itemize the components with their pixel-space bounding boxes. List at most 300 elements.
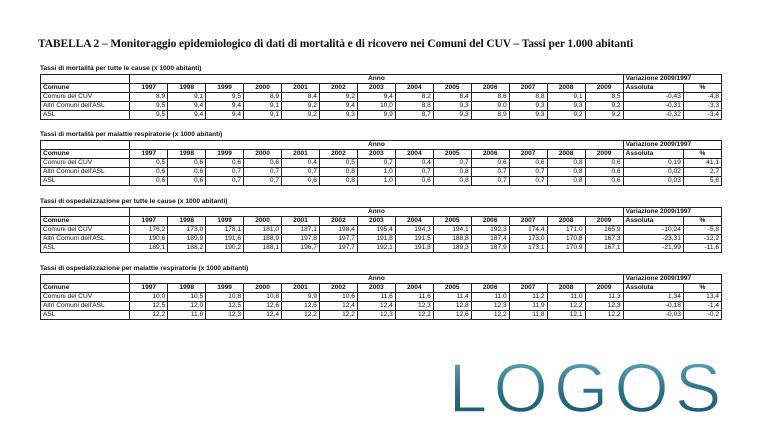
value-cell: 0,6 bbox=[168, 168, 206, 177]
table-caption: Tassi di ospedalizzazione per malattie respiratorie (x 1000 abitanti) bbox=[40, 265, 249, 272]
header-row bbox=[41, 150, 722, 159]
value-cell: 0,8 bbox=[319, 177, 357, 186]
logo-text: LOGOS bbox=[448, 356, 728, 420]
value-cell: 9,2 bbox=[282, 111, 320, 120]
value-cell: 9,2 bbox=[547, 111, 585, 120]
value-cell: 190,2 bbox=[206, 244, 244, 253]
table-caption: Tassi di mortalità per tutte le cause (x 1000 abitanti) bbox=[40, 65, 202, 72]
year-header: 2006 bbox=[471, 217, 509, 226]
year-header: 2001 bbox=[282, 150, 320, 159]
value-cell: 8,2 bbox=[395, 93, 433, 102]
value-cell: 195,4 bbox=[357, 226, 395, 235]
value-cell: 0,6 bbox=[130, 177, 168, 186]
value-cell: 12,5 bbox=[282, 302, 320, 311]
year-header: 2003 bbox=[357, 284, 395, 293]
value-cell: 9,1 bbox=[244, 102, 282, 111]
year-header: 2004 bbox=[395, 150, 433, 159]
value-cell: 12,3 bbox=[585, 302, 623, 311]
percent-header: % bbox=[683, 84, 721, 93]
value-cell: 12,2 bbox=[319, 311, 357, 320]
variazione-header: Variazione 2009/1997 bbox=[623, 275, 721, 284]
value-cell: 11,9 bbox=[509, 302, 547, 311]
year-header: 2000 bbox=[244, 150, 282, 159]
year-header: 2002 bbox=[319, 84, 357, 93]
header-row bbox=[41, 84, 722, 93]
value-cell: 9,2 bbox=[319, 93, 357, 102]
table-section-1 bbox=[40, 64, 722, 120]
year-header: 2003 bbox=[357, 217, 395, 226]
year-header: 2005 bbox=[433, 217, 471, 226]
table-row bbox=[41, 159, 722, 168]
anno-header: Anno bbox=[130, 275, 623, 284]
value-cell: 9,3 bbox=[433, 111, 471, 120]
year-header: 2000 bbox=[244, 84, 282, 93]
table-caption: Tassi di ospedalizzazione per tutte le cause (x 1000 abitanti) bbox=[40, 198, 228, 205]
value-cell: 9,5 bbox=[206, 93, 244, 102]
value-cell: 0,7 bbox=[206, 177, 244, 186]
value-cell: 9,2 bbox=[585, 111, 623, 120]
value-cell: 0,6 bbox=[168, 177, 206, 186]
percent-cell: -0,2 bbox=[683, 311, 721, 320]
value-cell: 197,7 bbox=[319, 235, 357, 244]
year-header: 2001 bbox=[282, 84, 320, 93]
year-header: 2009 bbox=[585, 284, 623, 293]
value-cell: 12,3 bbox=[357, 311, 395, 320]
value-cell: 191,8 bbox=[395, 244, 433, 253]
value-cell: 0,7 bbox=[206, 168, 244, 177]
year-header: 2003 bbox=[357, 84, 395, 93]
value-cell: 0,8 bbox=[433, 168, 471, 177]
table-row bbox=[41, 293, 722, 302]
value-cell: 9,4 bbox=[206, 102, 244, 111]
value-cell: 8,4 bbox=[433, 93, 471, 102]
value-cell: 187,4 bbox=[471, 235, 509, 244]
value-cell: 12,4 bbox=[357, 302, 395, 311]
value-cell: 9,0 bbox=[471, 102, 509, 111]
value-cell: 167,3 bbox=[585, 235, 623, 244]
value-cell: 197,7 bbox=[319, 244, 357, 253]
percent-header: % bbox=[683, 217, 721, 226]
comune-cell: ASL bbox=[41, 111, 130, 120]
table-row bbox=[41, 102, 722, 111]
value-cell: 8,7 bbox=[395, 111, 433, 120]
value-cell: 12,2 bbox=[471, 311, 509, 320]
data-table bbox=[40, 74, 722, 120]
value-cell: 10,0 bbox=[130, 293, 168, 302]
value-cell: 0,7 bbox=[433, 159, 471, 168]
comune-cell: ASL bbox=[41, 177, 130, 186]
value-cell: 0,6 bbox=[282, 177, 320, 186]
year-header: 1997 bbox=[130, 84, 168, 93]
value-cell: 10,8 bbox=[206, 293, 244, 302]
value-cell: 192,1 bbox=[357, 244, 395, 253]
header-row bbox=[41, 284, 722, 293]
value-cell: 188,1 bbox=[244, 244, 282, 253]
table-row bbox=[41, 111, 722, 120]
year-header: 1998 bbox=[168, 84, 206, 93]
value-cell: 9,4 bbox=[319, 102, 357, 111]
assoluta-header: Assoluta bbox=[623, 150, 683, 159]
value-cell: 0,8 bbox=[547, 168, 585, 177]
value-cell: 0,7 bbox=[471, 177, 509, 186]
assoluta-cell: -0,32 bbox=[623, 111, 683, 120]
value-cell: 194,3 bbox=[395, 226, 433, 235]
comune-cell: Altri Comuni dell'ASL bbox=[41, 168, 130, 177]
value-cell: 9,3 bbox=[319, 111, 357, 120]
value-cell: 9,3 bbox=[433, 102, 471, 111]
year-header: 2005 bbox=[433, 84, 471, 93]
value-cell: 0,7 bbox=[509, 168, 547, 177]
assoluta-cell: -23,31 bbox=[623, 235, 683, 244]
header-blank bbox=[41, 275, 130, 284]
value-cell: 0,8 bbox=[319, 168, 357, 177]
value-cell: 12,3 bbox=[471, 302, 509, 311]
value-cell: 187,9 bbox=[471, 244, 509, 253]
percent-cell: -3,4 bbox=[683, 111, 721, 120]
value-cell: 170,9 bbox=[547, 244, 585, 253]
value-cell: 10,6 bbox=[319, 293, 357, 302]
year-header: 2009 bbox=[585, 84, 623, 93]
year-header: 1999 bbox=[206, 150, 244, 159]
value-cell: 196,7 bbox=[282, 244, 320, 253]
anno-header: Anno bbox=[130, 75, 623, 84]
value-cell: 188,8 bbox=[433, 235, 471, 244]
comune-header: Comune bbox=[41, 84, 130, 93]
page-title: TABELLA 2 – Monitoraggio epidemiologico di dati di mortalità e di ricovero nei Comuni del CUV – Tassi per 1.000 abitanti bbox=[38, 38, 634, 50]
year-header: 2006 bbox=[471, 150, 509, 159]
year-header: 2002 bbox=[319, 217, 357, 226]
header-blank bbox=[41, 141, 130, 150]
value-cell: 12,8 bbox=[433, 302, 471, 311]
year-header: 2005 bbox=[433, 284, 471, 293]
comune-cell: ASL bbox=[41, 311, 130, 320]
value-cell: 12,6 bbox=[433, 311, 471, 320]
percent-cell: 41,1 bbox=[683, 159, 721, 168]
comune-cell: Altri Comuni dell'ASL bbox=[41, 302, 130, 311]
percent-cell: -5,8 bbox=[683, 226, 721, 235]
value-cell: 9,5 bbox=[130, 111, 168, 120]
comune-cell: Altri Comuni dell'ASL bbox=[41, 235, 130, 244]
table-row bbox=[41, 93, 722, 102]
value-cell: 0,6 bbox=[206, 159, 244, 168]
value-cell: 187,1 bbox=[282, 226, 320, 235]
value-cell: 0,7 bbox=[244, 177, 282, 186]
variazione-header: Variazione 2009/1997 bbox=[623, 75, 721, 84]
comune-cell: Comuni del CUV bbox=[41, 226, 130, 235]
value-cell: 0,6 bbox=[130, 168, 168, 177]
year-header: 2007 bbox=[509, 284, 547, 293]
value-cell: 12,4 bbox=[319, 302, 357, 311]
value-cell: 188,2 bbox=[168, 244, 206, 253]
anno-header: Anno bbox=[130, 141, 623, 150]
value-cell: 11,3 bbox=[585, 293, 623, 302]
value-cell: 174,4 bbox=[509, 226, 547, 235]
assoluta-cell: 0,02 bbox=[623, 168, 683, 177]
year-header: 2009 bbox=[585, 150, 623, 159]
value-cell: 0,6 bbox=[244, 159, 282, 168]
value-cell: 8,8 bbox=[509, 93, 547, 102]
value-cell: 9,4 bbox=[357, 93, 395, 102]
value-cell: 11,0 bbox=[471, 293, 509, 302]
value-cell: 189,9 bbox=[168, 235, 206, 244]
value-cell: 8,9 bbox=[471, 111, 509, 120]
value-cell: 0,7 bbox=[357, 159, 395, 168]
year-header: 2002 bbox=[319, 150, 357, 159]
value-cell: 12,2 bbox=[395, 311, 433, 320]
value-cell: 1,0 bbox=[357, 168, 395, 177]
assoluta-cell: -21,99 bbox=[623, 244, 683, 253]
value-cell: 8,6 bbox=[471, 93, 509, 102]
value-cell: 9,4 bbox=[206, 111, 244, 120]
year-header: 2008 bbox=[547, 150, 585, 159]
table-row bbox=[41, 302, 722, 311]
value-cell: 170,8 bbox=[547, 235, 585, 244]
value-cell: 0,5 bbox=[319, 159, 357, 168]
value-cell: 9,1 bbox=[244, 111, 282, 120]
comune-cell: Comuni del CUV bbox=[41, 293, 130, 302]
percent-header: % bbox=[683, 284, 721, 293]
header-blank bbox=[41, 208, 130, 217]
value-cell: 9,9 bbox=[282, 293, 320, 302]
value-cell: 11,8 bbox=[509, 311, 547, 320]
year-header: 1998 bbox=[168, 284, 206, 293]
table-section-4 bbox=[40, 264, 722, 320]
year-header: 2004 bbox=[395, 84, 433, 93]
percent-cell: -3,3 bbox=[683, 102, 721, 111]
value-cell: 0,4 bbox=[282, 159, 320, 168]
value-cell: 9,9 bbox=[357, 111, 395, 120]
value-cell: 165,9 bbox=[585, 226, 623, 235]
value-cell: 9,4 bbox=[168, 102, 206, 111]
assoluta-cell: -0,03 bbox=[623, 311, 683, 320]
percent-header: % bbox=[683, 150, 721, 159]
value-cell: 1,0 bbox=[357, 177, 395, 186]
value-cell: 173,0 bbox=[509, 235, 547, 244]
header-row bbox=[41, 275, 722, 284]
value-cell: 0,6 bbox=[585, 177, 623, 186]
value-cell: 12,3 bbox=[395, 302, 433, 311]
assoluta-cell: -0,31 bbox=[623, 102, 683, 111]
year-header: 2006 bbox=[471, 84, 509, 93]
value-cell: 0,6 bbox=[168, 159, 206, 168]
value-cell: 0,6 bbox=[585, 168, 623, 177]
value-cell: 12,2 bbox=[282, 311, 320, 320]
value-cell: 0,5 bbox=[130, 159, 168, 168]
assoluta-cell: -10,24 bbox=[623, 226, 683, 235]
value-cell: 10,5 bbox=[168, 293, 206, 302]
value-cell: 188,9 bbox=[244, 235, 282, 244]
value-cell: 0,6 bbox=[395, 177, 433, 186]
value-cell: 12,2 bbox=[547, 302, 585, 311]
value-cell: 12,3 bbox=[206, 311, 244, 320]
table-row bbox=[41, 244, 722, 253]
assoluta-cell: 1,34 bbox=[623, 293, 683, 302]
variazione-header: Variazione 2009/1997 bbox=[623, 141, 721, 150]
value-cell: 190,6 bbox=[130, 235, 168, 244]
value-cell: 0,7 bbox=[395, 168, 433, 177]
value-cell: 194,1 bbox=[433, 226, 471, 235]
value-cell: 167,1 bbox=[585, 244, 623, 253]
value-cell: 192,3 bbox=[471, 226, 509, 235]
value-cell: 12,5 bbox=[206, 302, 244, 311]
value-cell: 171,0 bbox=[547, 226, 585, 235]
percent-cell: -12,2 bbox=[683, 235, 721, 244]
value-cell: 189,3 bbox=[433, 244, 471, 253]
data-table bbox=[40, 140, 722, 186]
comune-cell: Comuni del CUV bbox=[41, 93, 130, 102]
comune-header: Comune bbox=[41, 150, 130, 159]
value-cell: 0,8 bbox=[547, 159, 585, 168]
header-row bbox=[41, 208, 722, 217]
year-header: 1999 bbox=[206, 84, 244, 93]
value-cell: 8,9 bbox=[130, 93, 168, 102]
year-header: 2004 bbox=[395, 217, 433, 226]
table-section-2 bbox=[40, 130, 722, 186]
year-header: 2008 bbox=[547, 217, 585, 226]
value-cell: 8,8 bbox=[395, 102, 433, 111]
value-cell: 0,6 bbox=[471, 159, 509, 168]
value-cell: 11,8 bbox=[168, 311, 206, 320]
header-blank bbox=[41, 75, 130, 84]
value-cell: 9,1 bbox=[168, 93, 206, 102]
value-cell: 0,7 bbox=[244, 168, 282, 177]
table-section-3 bbox=[40, 197, 722, 253]
value-cell: 12,4 bbox=[244, 311, 282, 320]
year-header: 2008 bbox=[547, 84, 585, 93]
year-header: 2001 bbox=[282, 284, 320, 293]
header-row bbox=[41, 141, 722, 150]
value-cell: 0,4 bbox=[395, 159, 433, 168]
comune-header: Comune bbox=[41, 217, 130, 226]
year-header: 2007 bbox=[509, 150, 547, 159]
year-header: 2001 bbox=[282, 217, 320, 226]
header-row bbox=[41, 75, 722, 84]
value-cell: 173,1 bbox=[509, 244, 547, 253]
value-cell: 191,6 bbox=[206, 235, 244, 244]
assoluta-cell: 0,19 bbox=[623, 159, 683, 168]
value-cell: 0,7 bbox=[471, 168, 509, 177]
year-header: 2002 bbox=[319, 284, 357, 293]
value-cell: 12,5 bbox=[130, 302, 168, 311]
year-header: 2005 bbox=[433, 150, 471, 159]
table-row bbox=[41, 168, 722, 177]
comune-cell: Altri Comuni dell'ASL bbox=[41, 102, 130, 111]
value-cell: 11,4 bbox=[433, 293, 471, 302]
year-header: 1998 bbox=[168, 150, 206, 159]
value-cell: 191,8 bbox=[357, 235, 395, 244]
data-table bbox=[40, 274, 722, 320]
value-cell: 191,5 bbox=[395, 235, 433, 244]
value-cell: 11,6 bbox=[357, 293, 395, 302]
value-cell: 0,7 bbox=[509, 177, 547, 186]
year-header: 2007 bbox=[509, 217, 547, 226]
value-cell: 178,1 bbox=[206, 226, 244, 235]
year-header: 2004 bbox=[395, 284, 433, 293]
table-row bbox=[41, 311, 722, 320]
percent-cell: 2,7 bbox=[683, 168, 721, 177]
value-cell: 198,4 bbox=[319, 226, 357, 235]
year-header: 1998 bbox=[168, 217, 206, 226]
value-cell: 173,0 bbox=[168, 226, 206, 235]
value-cell: 8,5 bbox=[585, 93, 623, 102]
value-cell: 9,3 bbox=[547, 102, 585, 111]
comune-cell: ASL bbox=[41, 244, 130, 253]
assoluta-header: Assoluta bbox=[623, 284, 683, 293]
value-cell: 12,2 bbox=[585, 311, 623, 320]
value-cell: 9,2 bbox=[282, 102, 320, 111]
value-cell: 176,2 bbox=[130, 226, 168, 235]
value-cell: 0,7 bbox=[282, 168, 320, 177]
value-cell: 12,1 bbox=[547, 311, 585, 320]
assoluta-cell: 0,03 bbox=[623, 177, 683, 186]
year-header: 1997 bbox=[130, 217, 168, 226]
table-row bbox=[41, 235, 722, 244]
year-header: 1999 bbox=[206, 284, 244, 293]
year-header: 2007 bbox=[509, 84, 547, 93]
value-cell: 0,6 bbox=[585, 159, 623, 168]
percent-cell: 5,6 bbox=[683, 177, 721, 186]
value-cell: 181,0 bbox=[244, 226, 282, 235]
table-caption: Tassi di mortalità per malattie respiratorie (x 1000 abitanti) bbox=[40, 131, 223, 138]
value-cell: 0,8 bbox=[547, 177, 585, 186]
year-header: 1997 bbox=[130, 284, 168, 293]
logos-logo bbox=[418, 356, 758, 420]
value-cell: 12,0 bbox=[168, 302, 206, 311]
value-cell: 10,0 bbox=[357, 102, 395, 111]
variazione-header: Variazione 2009/1997 bbox=[623, 208, 721, 217]
year-header: 2000 bbox=[244, 217, 282, 226]
assoluta-header: Assoluta bbox=[623, 84, 683, 93]
percent-cell: -4,8 bbox=[683, 93, 721, 102]
comune-header: Comune bbox=[41, 284, 130, 293]
percent-cell: -1,4 bbox=[683, 302, 721, 311]
assoluta-header: Assoluta bbox=[623, 217, 683, 226]
value-cell: 9,3 bbox=[509, 111, 547, 120]
year-header: 2003 bbox=[357, 150, 395, 159]
value-cell: 11,2 bbox=[509, 293, 547, 302]
year-header: 2009 bbox=[585, 217, 623, 226]
percent-cell: 13,4 bbox=[683, 293, 721, 302]
value-cell: 9,2 bbox=[585, 102, 623, 111]
anno-header: Anno bbox=[130, 208, 623, 217]
percent-cell: -11,6 bbox=[683, 244, 721, 253]
year-header: 2006 bbox=[471, 284, 509, 293]
table-row bbox=[41, 177, 722, 186]
value-cell: 8,4 bbox=[282, 93, 320, 102]
year-header: 2000 bbox=[244, 284, 282, 293]
year-header: 2008 bbox=[547, 284, 585, 293]
value-cell: 9,1 bbox=[547, 93, 585, 102]
value-cell: 0,6 bbox=[509, 159, 547, 168]
comune-cell: Comuni del CUV bbox=[41, 159, 130, 168]
value-cell: 11,0 bbox=[547, 293, 585, 302]
assoluta-cell: -0,18 bbox=[623, 302, 683, 311]
value-cell: 197,8 bbox=[282, 235, 320, 244]
value-cell: 12,6 bbox=[244, 302, 282, 311]
data-table bbox=[40, 207, 722, 253]
value-cell: 11,6 bbox=[395, 293, 433, 302]
value-cell: 8,9 bbox=[244, 93, 282, 102]
value-cell: 189,1 bbox=[130, 244, 168, 253]
value-cell: 12,2 bbox=[130, 311, 168, 320]
value-cell: 10,8 bbox=[244, 293, 282, 302]
value-cell: 9,5 bbox=[130, 102, 168, 111]
assoluta-cell: -0,43 bbox=[623, 93, 683, 102]
value-cell: 9,4 bbox=[168, 111, 206, 120]
value-cell: 0,8 bbox=[433, 177, 471, 186]
table-row bbox=[41, 226, 722, 235]
year-header: 1999 bbox=[206, 217, 244, 226]
